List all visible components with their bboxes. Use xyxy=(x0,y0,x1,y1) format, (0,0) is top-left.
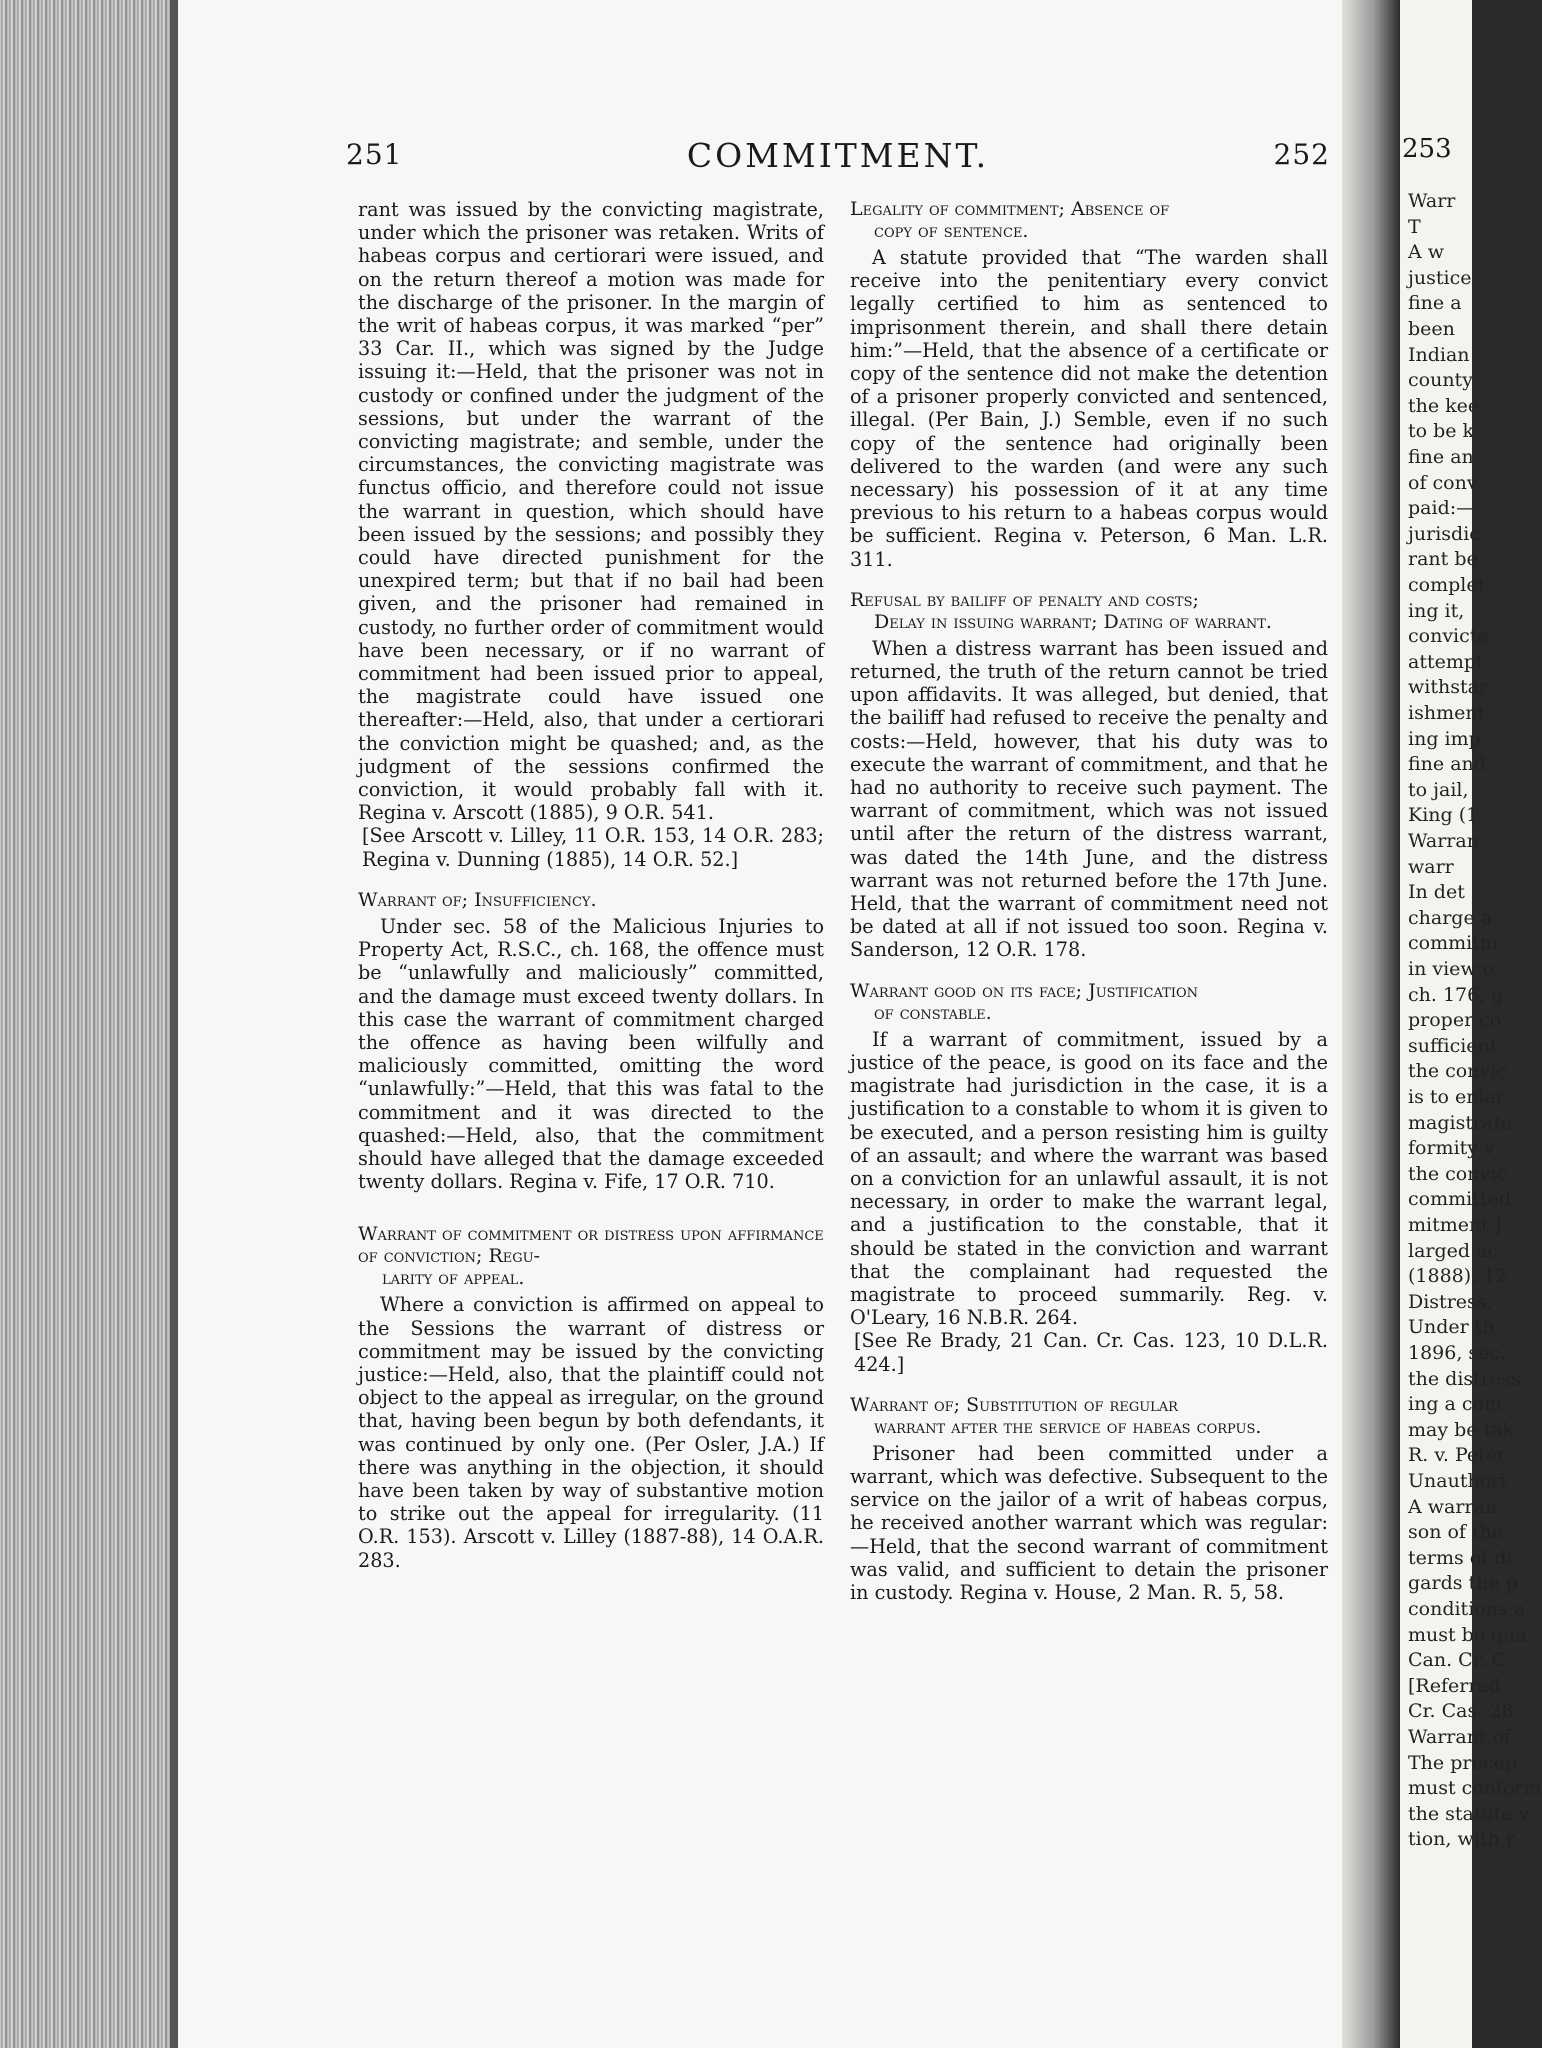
running-title: COMMITMENT. xyxy=(686,136,990,175)
next-page-fragment: mitment J xyxy=(1408,1214,1503,1236)
next-page-fragment: (1888), 12 xyxy=(1408,1265,1508,1288)
next-page-number: 253 xyxy=(1402,134,1452,164)
next-page-fragment: charge a xyxy=(1408,906,1493,929)
next-page-fragment: T xyxy=(1408,215,1421,238)
section-heading: Warrant good on its face; Justification of constable. xyxy=(850,979,1199,1024)
next-page-fragment: R. v. Peter xyxy=(1408,1444,1507,1467)
book-page-edges xyxy=(0,0,178,2048)
next-page-fragment: is to enlar xyxy=(1408,1086,1505,1108)
next-page-fragment: In det xyxy=(1408,881,1465,904)
paragraph: Under sec. 58 of the Malicious Injuries to Property Act, R.S.C., ch. 168, the offence must be “unlawfully and maliciously” committed, and the damage must exceed twenty dollars. In this case the warrant of commitment charged the offence as having been wilfully and maliciously committed, omitting the word “unlawfully:”—Held, that this was fatal to the commitment and it was directed to the quashed:—Held, also, that the commitment should have alleged that the damage exceeded twenty dollars. Regina v. Fife, 17 O.R. 710. xyxy=(358,914,824,1194)
next-page-strip xyxy=(1400,0,1542,2048)
page-number-left: 251 xyxy=(346,138,403,171)
section-heading: Refusal by bailiff of penalty and costs; Delay in issuing warrant; Dating of warrant. xyxy=(850,588,1272,633)
next-page-fragment: formity v xyxy=(1408,1137,1495,1160)
next-page-fragment: ing imp xyxy=(1408,727,1481,750)
next-page-fragment: convicte xyxy=(1408,625,1489,648)
next-page-fragment: county xyxy=(1408,369,1473,392)
next-page-fragment: son of the xyxy=(1408,1521,1504,1544)
next-page-fragment: sufficient xyxy=(1408,1034,1498,1057)
next-page-fragment: Cr. Cas. 28 xyxy=(1408,1700,1514,1723)
next-page-fragment: 1896, sec. xyxy=(1408,1342,1507,1364)
next-page-fragment: to jail, xyxy=(1408,778,1469,801)
page-number-right: 252 xyxy=(1273,138,1330,171)
next-page-fragment: Unauthori xyxy=(1408,1470,1507,1492)
next-page-fragment: must be qua xyxy=(1408,1623,1527,1646)
next-page-fragment: commitm xyxy=(1408,932,1498,955)
next-page-fragment: A warran xyxy=(1408,1495,1498,1518)
next-page-fragment: tion, with r xyxy=(1408,1828,1515,1851)
next-page-fragment: ishment xyxy=(1408,702,1486,724)
next-page-fragment: fine and xyxy=(1408,753,1486,776)
left-column xyxy=(358,198,824,1572)
book-gutter xyxy=(1342,0,1400,2048)
right-column xyxy=(850,198,1328,1604)
next-page-fragment: magistrate xyxy=(1408,1111,1513,1134)
section-heading: Warrant of commitment or distress upon affirmance of conviction; Regu- larity of appeal. xyxy=(358,1223,824,1290)
next-page-fragment: jurisdic xyxy=(1408,522,1480,545)
next-page-fragment: the convic xyxy=(1408,1060,1507,1083)
paragraph: Where a conviction is affirmed on appeal to the Sessions the warrant of distress or commitment may be issued by the convicting justice:—Held, also, that the plaintiff could not object to the appeal as irregular, on the ground that, having been begun by both defendants, it was continued by only one. (Per Osler, J.A.) If there was anything in the objection, it should have been taken by way of substantive motion to strike out the appeal for irregularity. (11 O.R. 153). Arscott v. Lilley (1887-88), 14 O.A.R. 283. xyxy=(358,1293,824,1572)
next-page-fragment: the statute v xyxy=(1408,1802,1530,1825)
section-heading: Warrant of; Substitution of regular warrant after the service of habeas corpus. xyxy=(850,1393,1262,1438)
paragraph: If a warrant of commitment, issued by a justice of the peace, is good on its face and the magistrate had jurisdiction in the case, it is a justification to a constable to whom it is given to be executed, and a person resisting him is guilty of an assault; and where the warrant was based on a conviction for an unlawful assault, it is not necessary, in order to make the warrant legal, and a justification to the constable, that it should be stated in the conviction and warrant that the complainant had requested the magistrate to proceed summarily. Reg. v. O'Leary, 16 N.B.R. 264. xyxy=(850,1027,1328,1330)
paragraph: Prisoner had been committed under a warrant, which was defective. Subsequent to the service on the jailor of a writ of habeas corpus, he received another warrant which was regular:—Held, that the second warrant of commitment was valid, and sufficient to detain the prisoner in custody. Regina v. House, 2 Man. R. 5, 58. xyxy=(850,1441,1328,1604)
next-page-fragment: must conform xyxy=(1408,1777,1542,1800)
next-page-fragment: Can. Cr. C xyxy=(1408,1649,1507,1672)
next-page-fragment: the distress xyxy=(1408,1367,1521,1390)
paragraph: When a distress warrant has been issued and returned, the truth of the return cannot be tried upon affidavits. It was alleged, but denied, that the bailiff had refused to receive the penalty and costs:—Held, however, that his duty was to execute the warrant of commitment, and that he had no authority to receive such payment. The warrant of commitment, which was not issued until after the return of the distress warrant, was dated the 14th June, and the distress warrant was not returned before the 17th June. Held, that the warrant of commitment need not be dated at all if not issued too soon. Regina v. Sanderson, 12 O.R. 178. xyxy=(850,636,1328,962)
next-page-fragment: fine an xyxy=(1408,446,1474,468)
next-page-fragment: complet xyxy=(1408,574,1486,596)
next-page-fragment: terms of di xyxy=(1408,1546,1513,1569)
paragraph: rant was issued by the convicting magistrate, under which the prisoner was retaken. Writs of habeas corpus and certiorari were issued, and on the return thereof a motion was made for the discharge of the prisoner. In the margin of the writ of habeas corpus, it was marked “per” 33 Car. II., which was signed by the Judge issuing it:—Held, that the prisoner was not in custody or confined under the judgment of the sessions, but under the warrant of the convicting magistrate; and semble, under the circumstances, the convicting magistrate was functus officio, and therefore could not issue the warrant in question, which should have been issued by the sessions; and possibly they could have directed punishment for the unexpired term; but that if no bail had been given, and the prisoner had remained in custody, no further order of commitment would have been necessary, or if no warrant of commitment had been issued prior to appeal, the magistrate could have issued one thereafter:—Held, also, that under a certiorari the conviction might be quashed; and, as the judgment of the sessions confirmed the conviction, it would probably fall with it. Regina v. Arscott (1885), 9 O.R. 541. xyxy=(358,198,824,825)
next-page-fragment: conditions a xyxy=(1408,1598,1526,1620)
next-page-fragment: the kee xyxy=(1408,394,1480,417)
section-heading: Legality of commitment; Absence of copy of sentence. xyxy=(850,198,1170,242)
next-page-fragment: been xyxy=(1408,318,1455,340)
next-page-fragment: justice xyxy=(1408,266,1472,289)
next-page-fragment: The precep xyxy=(1408,1751,1517,1774)
next-page-fragment: A w xyxy=(1408,241,1445,264)
next-page-fragment: fine a xyxy=(1408,292,1462,315)
next-page-fragment: the convic xyxy=(1408,1162,1507,1185)
next-page-fragment: committed xyxy=(1408,1188,1511,1211)
next-page-fragment: warr xyxy=(1408,855,1454,878)
next-page-fragment: to be k xyxy=(1408,420,1475,443)
reference-note: [See Re Brady, 21 Can. Cr. Cas. 123, 10 D.L.R. 424.] xyxy=(854,1329,1328,1376)
next-page-fragment: Warr xyxy=(1408,190,1456,212)
next-page-fragment: Warrant of xyxy=(1408,1726,1512,1748)
next-page-fragment: gards the p xyxy=(1408,1572,1518,1595)
paragraph: A statute provided that “The warden shall receive into the penitentiary every convict legally certified to him as sentenced to imprisonment therein, and shall there detain him:”—Held, that the absence of a certificate or copy of the sentence did not make the detention of a prisoner properly convicted and sentenced, illegal. (Per Bain, J.) Semble, even if no such copy of the sentence had originally been delivered to the warden (and were any such necessary) his possession of it at any time previous to his return to a habeas corpus would be sufficient. Regina v. Peterson, 6 Man. L.R. 311. xyxy=(850,246,1328,571)
next-page-fragment: proper co xyxy=(1408,1009,1502,1032)
next-page-fragment: attempt xyxy=(1408,650,1484,673)
next-page-fragment: King (1 xyxy=(1408,804,1479,827)
next-page-fragment: rant be xyxy=(1408,548,1478,571)
next-page-fragment: [Referred xyxy=(1408,1674,1501,1697)
page-header xyxy=(346,138,1330,178)
next-page-fragment: larged ac xyxy=(1408,1239,1499,1262)
next-page-fragment: Indian xyxy=(1408,343,1470,366)
next-page-fragment: Warran xyxy=(1408,830,1479,852)
next-page-fragment: withstar xyxy=(1408,676,1489,699)
next-page-fragment: ch. 176, g xyxy=(1408,983,1504,1006)
section-heading: Warrant of; Insufficiency. xyxy=(358,888,597,911)
next-page-fragment: in view o xyxy=(1408,958,1495,980)
next-page-fragment: of conv xyxy=(1408,471,1478,494)
next-page-fragment: ing a com xyxy=(1408,1393,1502,1416)
next-page-fragment: paid:— xyxy=(1408,497,1476,520)
next-page-fragment: ing it, xyxy=(1408,599,1465,622)
next-page-fragment: Distress; xyxy=(1408,1290,1493,1313)
next-page-fragment: Under th xyxy=(1408,1316,1495,1339)
reference-note: [See Arscott v. Lilley, 11 O.R. 153, 14 O.R. 283; Regina v. Dunning (1885), 14 O.R. 52.] xyxy=(362,824,824,871)
next-page-fragment: may be tak xyxy=(1408,1418,1515,1441)
